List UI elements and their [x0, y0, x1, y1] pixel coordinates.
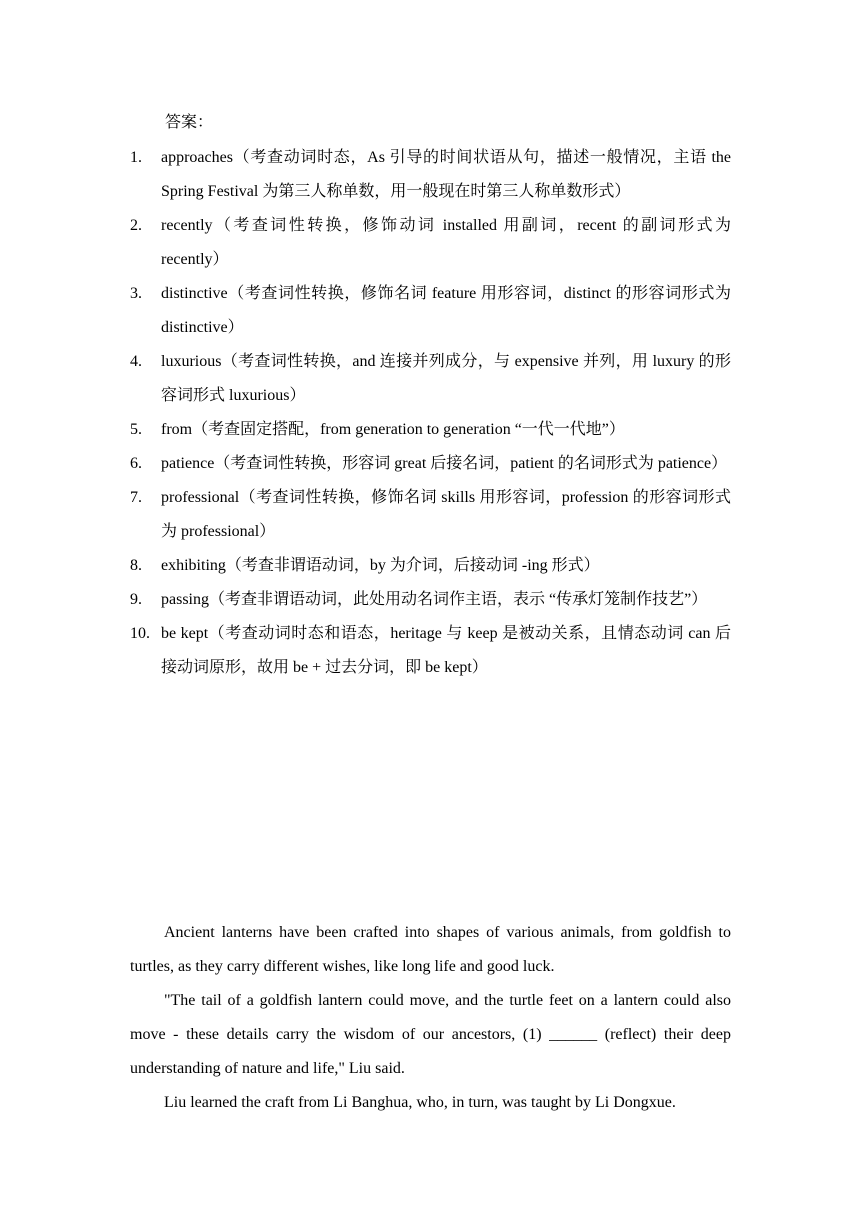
answer-text: distinctive（考查词性转换，修饰名词 feature 用形容词，distinct 的形容词形式为 distinctive） — [161, 285, 731, 336]
answer-text: approaches（考查动词时态，As 引导的时间状语从句，描述一般情况，主语 the Spring Festival 为第三人称单数，用一般现在时第三人称单数形式） — [161, 149, 731, 200]
answer-text: exhibiting（考查非谓语动词，by 为介词，后接动词 -ing 形式） — [161, 557, 600, 574]
answer-text: passing（考查非谓语动词，此处用动名词作主语，表示 “传承灯笼制作技艺”） — [161, 591, 708, 608]
answer-number: 4. — [130, 353, 142, 370]
answer-item-9 — [130, 583, 731, 617]
answer-item-1 — [130, 141, 731, 209]
answer-item-10 — [130, 617, 731, 685]
passage-paragraph-1: Ancient lanterns have been crafted into shapes of various animals, from goldfish to turtles, as they carry different wishes, like long life and good luck. — [130, 924, 731, 975]
answer-text: patience（考查词性转换，形容词 great 后接名词，patient 的名词形式为 patience） — [161, 455, 728, 472]
answer-number: 5. — [130, 421, 142, 438]
answer-item-4 — [130, 345, 731, 413]
answer-number: 8. — [130, 557, 142, 574]
answer-text: professional（考查词性转换，修饰名词 skills 用形容词，profession 的形容词形式为 professional） — [161, 489, 731, 540]
answer-text: luxurious（考查词性转换，and 连接并列成分，与 expensive 并列，用 luxury 的形容词形式 luxurious） — [161, 353, 731, 404]
answer-number: 1. — [130, 149, 142, 166]
answer-number: 7. — [130, 489, 142, 506]
passage-paragraph-2: "The tail of a goldfish lantern could move, and the turtle feet on a lantern could also move - these details carry the wisdom of our ancestors, (1) ______ (reflect) their deep understanding of nature and life," Liu said. — [130, 992, 731, 1077]
answer-text: recently（考查词性转换，修饰动词 installed 用副词，recent 的副词形式为 recently） — [161, 217, 731, 268]
answer-item-3 — [130, 277, 731, 345]
answer-list — [130, 141, 731, 685]
reading-passage — [130, 916, 731, 1120]
answer-number: 6. — [130, 455, 142, 472]
answer-text: from（考查固定搭配，from generation to generation “一代一代地”） — [161, 421, 625, 438]
answer-item-6 — [130, 447, 731, 481]
answer-number: 3. — [130, 285, 142, 302]
answer-text: be kept（考查动词时态和语态，heritage 与 keep 是被动关系，且情态动词 can 后接动词原形，故用 be + 过去分词，即 be kept） — [161, 625, 731, 676]
answer-item-7 — [130, 481, 731, 549]
answer-number: 2. — [130, 217, 142, 234]
passage-paragraph-3: Liu learned the craft from Li Banghua, who, in turn, was taught by Li Dongxue. — [164, 1094, 676, 1111]
answer-item-5 — [130, 413, 731, 447]
answer-number: 10. — [130, 625, 150, 642]
answer-item-2 — [130, 209, 731, 277]
answer-item-8 — [130, 549, 731, 583]
answer-number: 9. — [130, 591, 142, 608]
answer-heading: 答案： — [165, 114, 214, 131]
